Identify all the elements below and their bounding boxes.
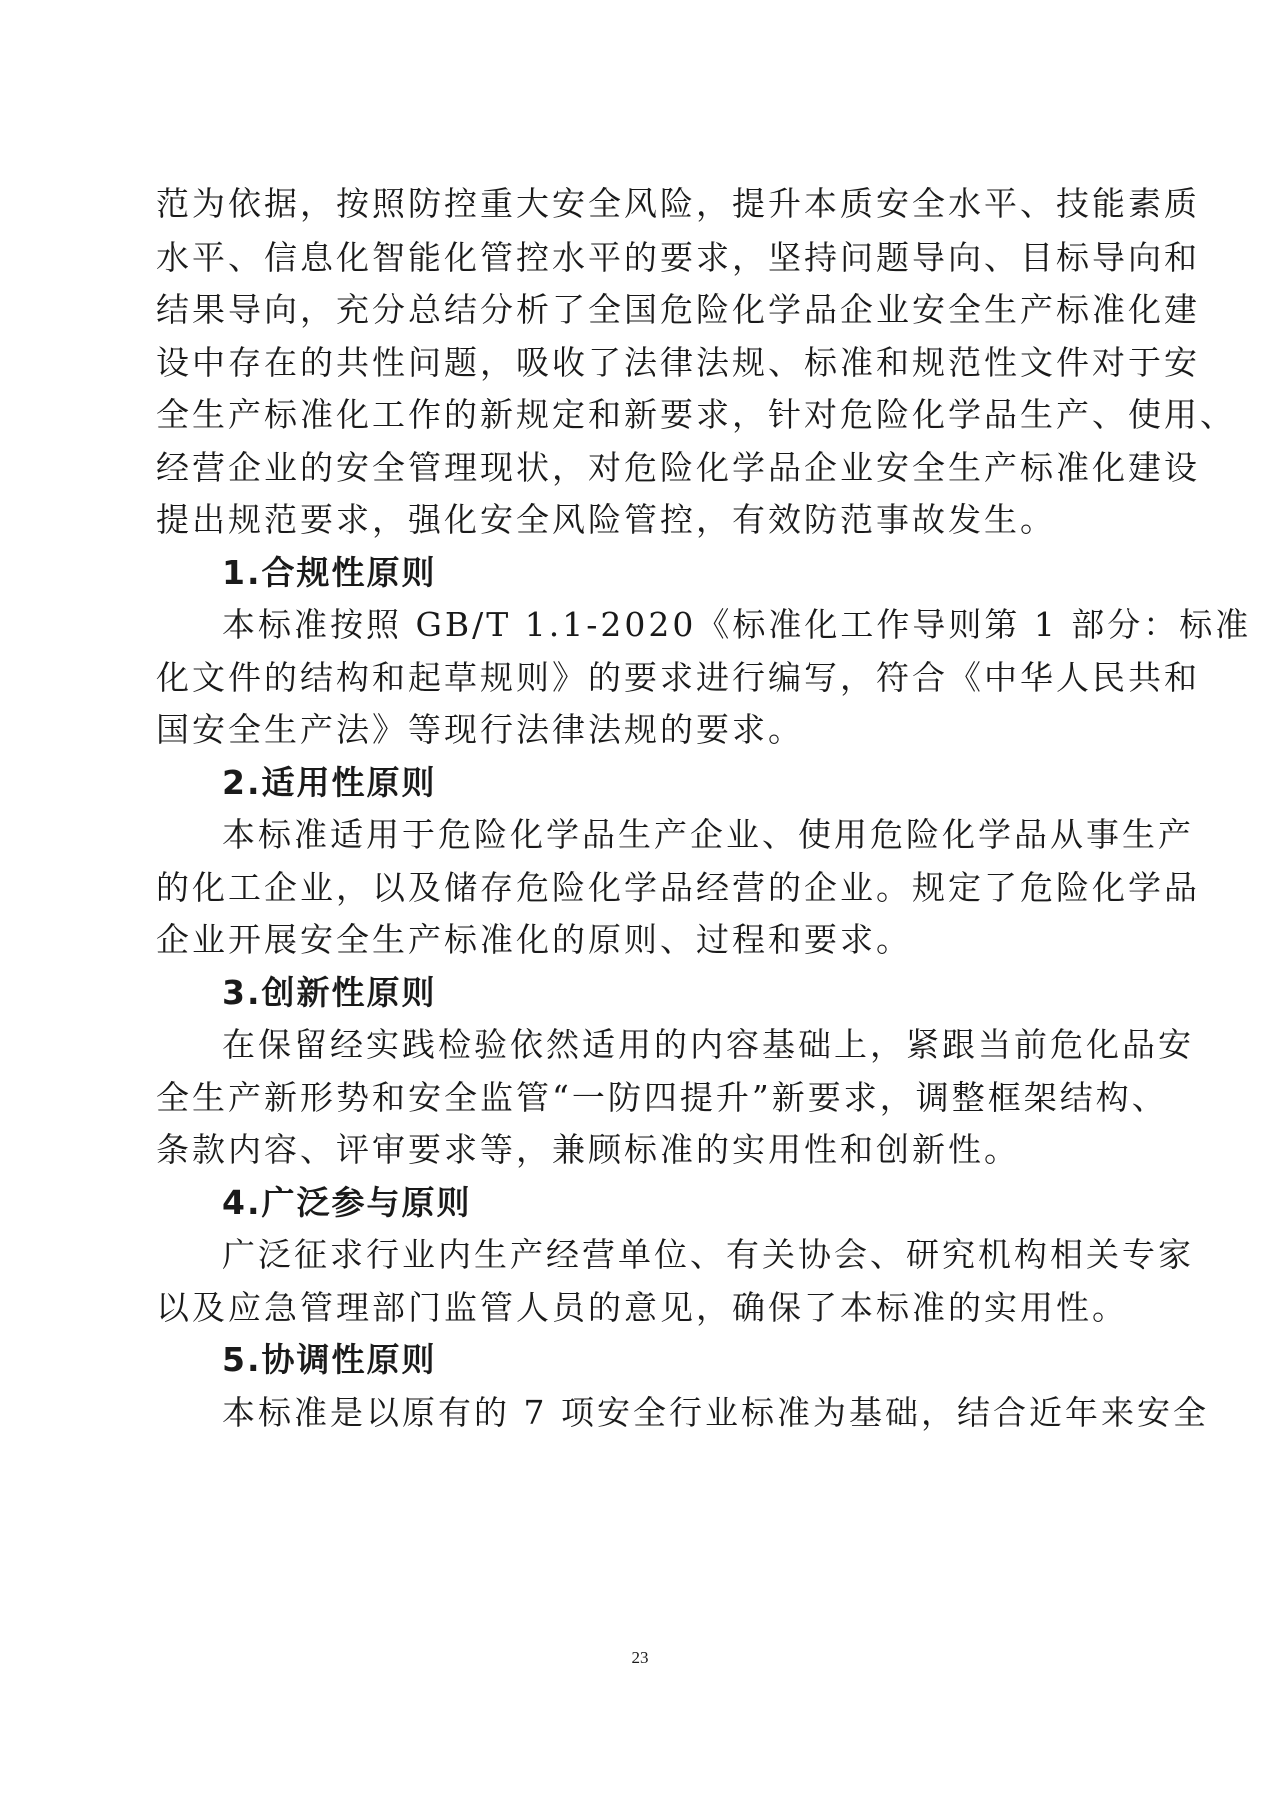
paragraph-line: 结果导向，充分总结分析了全国危险化学品企业安全生产标准化建 <box>156 290 1200 329</box>
paragraph-line: 全生产新形势和安全监管“一防四提升”新要求，调整框架结构、 <box>156 1078 1168 1117</box>
paragraph-line: 本标准适用于危险化学品生产企业、使用危险化学品从事生产 <box>222 815 1194 854</box>
section-heading: 4.广泛参与原则 <box>222 1183 472 1222</box>
paragraph-line: 条款内容、评审要求等，兼顾标准的实用性和创新性。 <box>156 1130 1020 1169</box>
paragraph-line: 化文件的结构和起草规则》的要求进行编写，符合《中华人民共和 <box>156 658 1200 697</box>
paragraph-line: 的化工企业，以及储存危险化学品经营的企业。规定了危险化学品 <box>156 868 1200 907</box>
paragraph-line: 国安全生产法》等现行法律法规的要求。 <box>156 710 804 749</box>
paragraph-line: 范为依据，按照防控重大安全风险，提升本质安全水平、技能素质 <box>156 184 1200 223</box>
section-heading: 3.创新性原则 <box>222 973 437 1012</box>
paragraph-line: 企业开展安全生产标准化的原则、过程和要求。 <box>156 920 912 959</box>
paragraph-line: 广泛征求行业内生产经营单位、有关协会、研究机构相关专家 <box>222 1235 1194 1274</box>
paragraph-line: 以及应急管理部门监管人员的意见，确保了本标准的实用性。 <box>156 1288 1128 1327</box>
paragraph-line: 水平、信息化智能化管控水平的要求，坚持问题导向、目标导向和 <box>156 238 1200 277</box>
section-heading: 1.合规性原则 <box>222 553 437 592</box>
paragraph-line: 提出规范要求，强化安全风险管控，有效防范事故发生。 <box>156 500 1056 539</box>
paragraph-line: 在保留经实践检验依然适用的内容基础上，紧跟当前危化品安 <box>222 1025 1194 1064</box>
paragraph-line: 全生产标准化工作的新规定和新要求，针对危险化学品生产、使用、 <box>156 395 1236 434</box>
section-heading: 5.协调性原则 <box>222 1340 437 1379</box>
paragraph-line: 本标准是以原有的 7 项安全行业标准为基础，结合近年来安全 <box>222 1393 1209 1432</box>
paragraph-line: 本标准按照 GB/T 1.1-2020《标准化工作导则第 1 部分：标准 <box>222 605 1252 644</box>
section-heading: 2.适用性原则 <box>222 763 437 802</box>
page-number: 23 <box>631 1648 649 1667</box>
paragraph-line: 设中存在的共性问题，吸收了法律法规、标准和规范性文件对于安 <box>156 343 1200 382</box>
paragraph-line: 经营企业的安全管理现状，对危险化学品企业安全生产标准化建设 <box>156 448 1200 487</box>
